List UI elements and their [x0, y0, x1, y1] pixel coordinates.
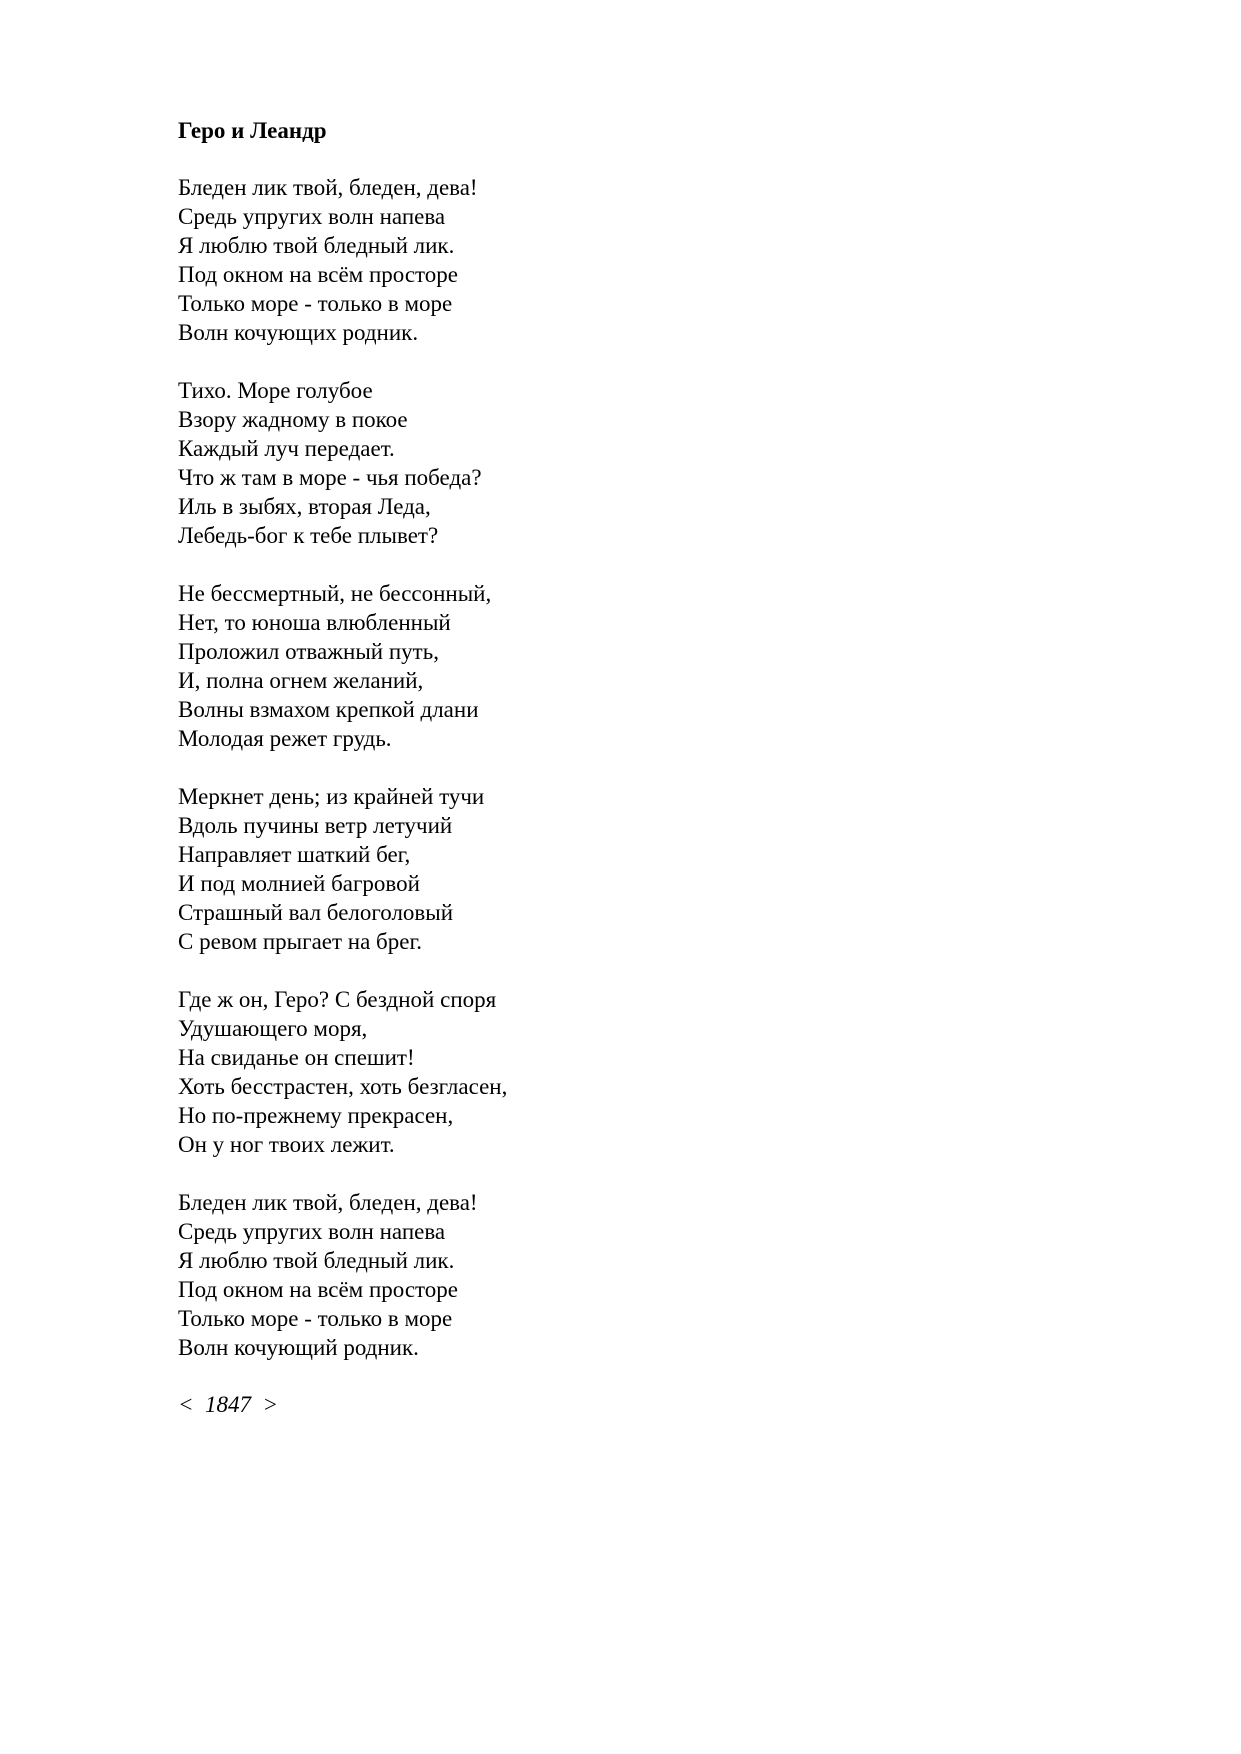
- poem-line: Он у ног твоих лежит.: [178, 1132, 395, 1157]
- poem-line: Под окном на всём просторе: [178, 1277, 459, 1302]
- poem-line: С ревом прыгает на брег.: [178, 929, 423, 954]
- poem-line: И, полна огнем желаний,: [178, 668, 424, 693]
- stanza-6: [178, 1188, 1078, 1362]
- poem-line: Взору жадному в покое: [178, 407, 408, 432]
- poem-line: Удушающего моря,: [178, 1016, 368, 1041]
- poem-line: И под молнией багровой: [178, 871, 420, 896]
- poem-line: Бледен лик твой, бледен, дева!: [178, 175, 478, 200]
- document-page: [178, 116, 1078, 1419]
- stanza-3: [178, 579, 1078, 753]
- poem-line: Не бессмертный, не бессонный,: [178, 581, 492, 606]
- poem-line: Средь упругих волн напева: [178, 204, 446, 229]
- poem-line: Я люблю твой бледный лик.: [178, 1248, 455, 1273]
- poem-line: Проложил отважный путь,: [178, 639, 439, 664]
- poem-line: Хоть бесстрастен, хоть безгласен,: [178, 1074, 508, 1099]
- poem-line: Волн кочующих родник.: [178, 320, 419, 345]
- poem-line: Но по-прежнему прекрасен,: [178, 1103, 454, 1128]
- poem-line: Иль в зыбях, вторая Леда,: [178, 494, 431, 519]
- poem-line: Молодая режет грудь.: [178, 726, 392, 751]
- poem-line: Я люблю твой бледный лик.: [178, 233, 455, 258]
- poem-line: Только море - только в море: [178, 291, 453, 316]
- poem-line: Вдоль пучины ветр летучий: [178, 813, 453, 838]
- poem-line: Волны взмахом крепкой длани: [178, 697, 479, 722]
- poem-line: Средь упругих волн напева: [178, 1219, 446, 1244]
- stanza-1: [178, 173, 1078, 347]
- poem-line: Направляет шаткий бег,: [178, 842, 411, 867]
- poem-line: Тихо. Море голубое: [178, 378, 373, 403]
- poem-date: < 1847 >: [178, 1392, 279, 1417]
- poem-title: Геро и Леандр: [178, 118, 327, 143]
- poem-line: На свиданье он спешит!: [178, 1045, 415, 1070]
- poem-line: Меркнет день; из крайней тучи: [178, 784, 485, 809]
- poem-line: Где ж он, Геро? С бездной споря: [178, 987, 497, 1012]
- stanza-2: [178, 376, 1078, 550]
- poem-line: Бледен лик твой, бледен, дева!: [178, 1190, 478, 1215]
- poem-line: Под окном на всём просторе: [178, 262, 459, 287]
- stanza-4: [178, 782, 1078, 956]
- poem-line: Волн кочующий родник.: [178, 1335, 419, 1360]
- stanza-5: [178, 985, 1078, 1159]
- poem-line: Только море - только в море: [178, 1306, 453, 1331]
- poem-line: Страшный вал белоголовый: [178, 900, 454, 925]
- poem-line: Нет, то юноша влюбленный: [178, 610, 451, 635]
- poem-line: Что ж там в море - чья победа?: [178, 465, 482, 490]
- poem-line: Каждый луч передает.: [178, 436, 395, 461]
- poem-line: Лебедь-бог к тебе плывет?: [178, 523, 439, 548]
